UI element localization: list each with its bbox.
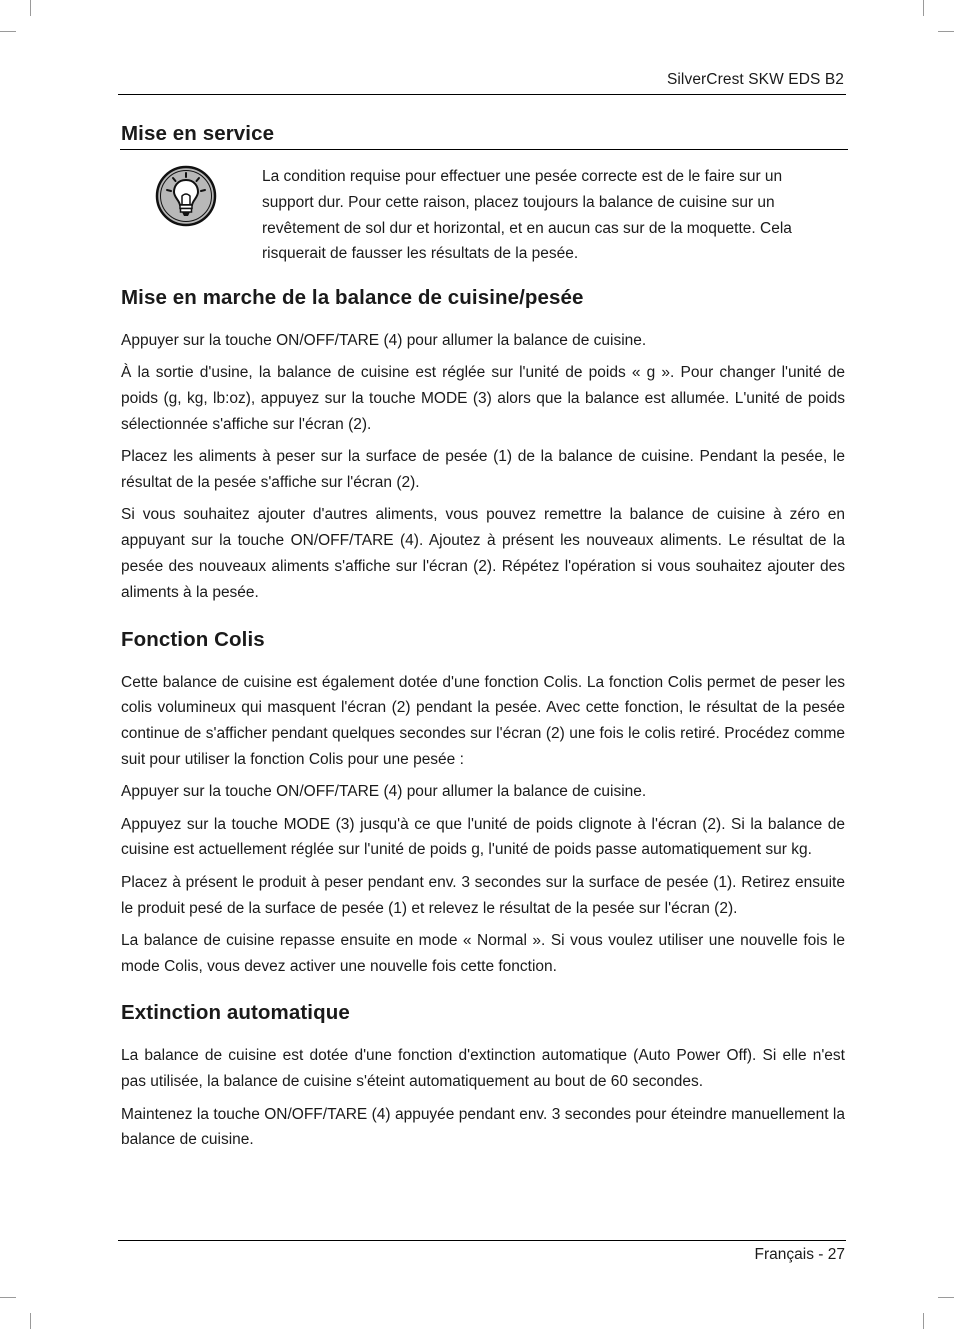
- paragraph: Maintenez la touche ON/OFF/TARE (4) appuyée pendant env. 3 secondes pour éteindre manuellement la balance de cuisine.: [121, 1105, 845, 1149]
- paragraph: Placez à présent le produit à peser pendant env. 3 secondes sur la surface de pesée (1). Retirez ensuite le produit pesé de la surface de pesée (1) et relevez le résultat de la pesée sur l'écran (2).: [121, 873, 845, 917]
- crop-mark: [938, 1297, 954, 1298]
- tip-block: [121, 164, 845, 267]
- crop-mark: [923, 1313, 924, 1329]
- paragraph: Appuyez sur la touche MODE (3) jusqu'à ce que l'unité de poids clignote à l'écran (2). Si la balance de cuisine est actuellement réglée sur l'unité de poids g, l'unité de poids passe automatiquement sur kg.: [121, 815, 845, 859]
- paragraph: Cette balance de cuisine est également dotée d'une fonction Colis. La fonction Colis permet de peser les colis volumineux qui masquent l'écran (2) pendant la pesée. Avec cette fonction, le résultat de la pesée continue de s'afficher pendant quelques secondes sur l'écran (2) une fois le colis retiré. Procédez comme suit pour utiliser la fonction Colis pour une pesée :: [121, 673, 845, 769]
- section-title-mise-en-marche: Mise en marche de la balance de cuisine/pesée: [121, 286, 584, 310]
- paragraph: Appuyer sur la touche ON/OFF/TARE (4) pour allumer la balance de cuisine.: [121, 332, 647, 350]
- tip-text: La condition requise pour effectuer une pesée correcte est de le faire sur un support dur. Pour cette raison, placez toujours la balance de cuisine sur un revêtement de sol dur et horizontal, et en aucun cas sur de la moquette. Cela risquerait de fausser les résultats de la pesée.: [262, 168, 792, 263]
- running-header: SilverCrest SKW EDS B2: [666, 71, 844, 88]
- page-content: [121, 122, 845, 1160]
- lightbulb-icon: [121, 164, 262, 267]
- paragraph: Placez les aliments à peser sur la surface de pesée (1) de la balance de cuisine. Pendant la pesée, le résultat de la pesée s'affiche sur l'écran (2).: [121, 448, 845, 492]
- footer-rule: [118, 1240, 846, 1241]
- crop-mark: [30, 1313, 31, 1329]
- crop-mark: [0, 1297, 16, 1298]
- section-title-fonction-colis: Fonction Colis: [121, 627, 265, 651]
- paragraph: La balance de cuisine repasse ensuite en mode « Normal ». Si vous voulez utiliser une nouvelle fois le mode Colis, vous devez activer une nouvelle fois cette fonction.: [121, 931, 845, 975]
- crop-mark: [923, 0, 924, 16]
- paragraph: À la sortie d'usine, la balance de cuisine est réglée sur l'unité de poids « g ». Pour changer l'unité de poids (g, kg, lb:oz), appuyez sur la touche MODE (3) alors que la balance est allumée. L'unité de poids sélectionnée s'affiche sur l'écran (2).: [121, 364, 845, 434]
- crop-mark: [938, 31, 954, 32]
- page-number: Français - 27: [754, 1246, 845, 1263]
- paragraph: La balance de cuisine est dotée d'une fonction d'extinction automatique (Auto Power Off). Si elle n'est pas utilisée, la balance de cuisine s'éteint automatiquement au bout de 60 secondes.: [121, 1047, 845, 1091]
- crop-mark: [30, 0, 31, 16]
- header-rule: [118, 94, 846, 95]
- paragraph: Si vous souhaitez ajouter d'autres aliments, vous pouvez remettre la balance de cuisine à zéro en appuyant sur la touche ON/OFF/TARE (4). Ajoutez à présent les nouveaux aliments. Le résultat de la pesée des nouveaux aliments s'affiche sur l'écran (2). Répétez l'opération si vous souhaitez ajouter des aliments à la pesée.: [121, 506, 845, 601]
- section-title-extinction: Extinction automatique: [121, 1001, 350, 1025]
- section-title-mise-en-service: Mise en service: [120, 122, 848, 150]
- crop-mark: [0, 31, 16, 32]
- paragraph: Appuyer sur la touche ON/OFF/TARE (4) pour allumer la balance de cuisine.: [121, 783, 647, 801]
